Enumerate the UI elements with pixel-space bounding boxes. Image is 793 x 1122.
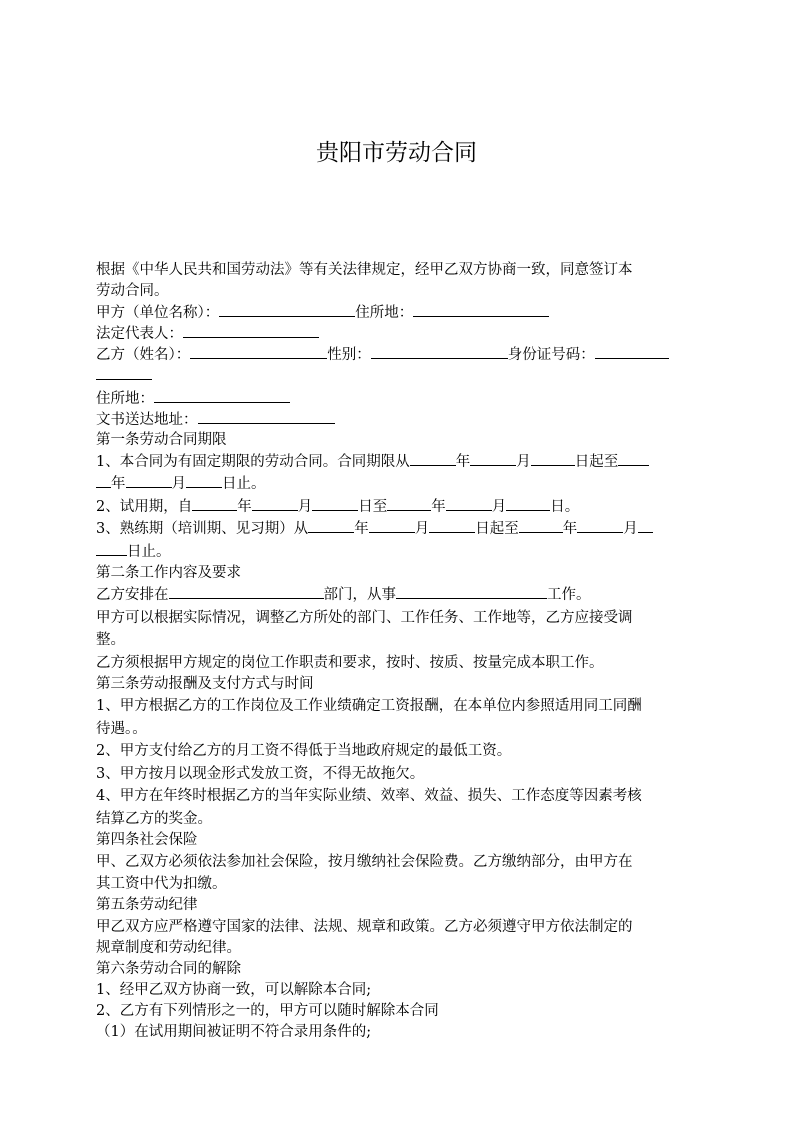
- month-char: 月: [297, 498, 313, 515]
- end-text: 日。: [550, 498, 580, 515]
- article-4-heading: 第四条社会保险: [96, 832, 198, 848]
- article-1-heading: 第一条劳动合同期限: [96, 431, 227, 448]
- article-1-clause-3: [96, 518, 699, 541]
- from-text: 日起至: [574, 453, 619, 470]
- trial-start-month-blank[interactable]: [252, 496, 298, 511]
- year-char: 年: [237, 498, 252, 515]
- month-char: 月: [516, 453, 531, 470]
- party-a-address-blank[interactable]: [413, 302, 549, 317]
- article-4-line-1: 甲、乙双方必须依法参加社会保险，按月缴纳社会保险费。乙方缴纳部分，由甲方在: [96, 854, 633, 870]
- trial-end-month-blank[interactable]: [446, 496, 492, 511]
- article-3-clause-2: 2、甲方支付给乙方的月工资不得低于当地政府规定的最低工资。: [96, 743, 512, 759]
- party-b-name-label: 乙方（姓名）：: [96, 347, 191, 363]
- end-year-blank-cont[interactable]: [96, 473, 111, 488]
- month-char: 月: [171, 476, 186, 492]
- trial-end-year-blank[interactable]: [387, 496, 431, 511]
- party-a-name-label: 甲方（单位名称）：: [96, 305, 220, 321]
- to-text: 日至: [358, 498, 388, 515]
- article-3-clause-1-line-2: 待遇。。: [96, 720, 147, 737]
- train-end-day-blank[interactable]: [638, 518, 653, 533]
- clause-text: 3、熟练期（培训期、见习期）从: [96, 521, 309, 537]
- work-text: 工作。: [547, 587, 591, 603]
- article-1-clause-3-cont: [96, 541, 699, 564]
- arrange-text: 乙方安排在: [96, 587, 169, 603]
- month-char: 月: [491, 498, 507, 515]
- article-5-line-2: 规章制度和劳动纪律。: [96, 940, 241, 956]
- end-day-blank[interactable]: [186, 473, 222, 488]
- article-2-heading: 第二条工作内容及要求: [96, 565, 241, 581]
- article-6-clause-1: 1、经甲乙双方协商一致，可以解除本合同;: [96, 982, 372, 998]
- trial-end-day-blank[interactable]: [506, 496, 550, 511]
- from-text: 日起至: [475, 521, 519, 537]
- party-a-rep-line: [96, 323, 699, 344]
- trial-start-day-blank[interactable]: [312, 496, 358, 511]
- article-5-line-1: 甲乙双方应严格遵守国家的法律、法规、规章和政策。乙方必须遵守甲方依法制定的: [96, 918, 633, 935]
- party-b-address-line: [96, 388, 699, 409]
- party-a-rep-blank[interactable]: [183, 323, 319, 338]
- train-end-month-blank[interactable]: [577, 518, 623, 533]
- train-start-year-blank[interactable]: [308, 518, 354, 533]
- end-text: 日止。: [222, 476, 266, 492]
- article-3-clause-1-line-1: 1、甲方根据乙方的工作岗位及工作业绩确定工资报酬，在本单位内参照适用同工同酬: [96, 698, 642, 714]
- train-end-day-blank-cont[interactable]: [96, 541, 127, 556]
- year-char: 年: [111, 476, 126, 492]
- intro-line-2: 劳动合同。: [96, 283, 169, 299]
- article-3-heading: 第三条劳动报酬及支付方式与时间: [96, 676, 314, 692]
- party-b-id-blank[interactable]: [595, 344, 669, 359]
- party-b-doc-address-line: [96, 409, 699, 430]
- party-a-name-blank[interactable]: [219, 302, 355, 317]
- party-a-rep-label: 法定代表人：: [96, 326, 183, 342]
- year-char: 年: [431, 498, 446, 515]
- article-6-clause-2-item-1: （1）在试用期间被证明不符合录用条件的;: [96, 1024, 372, 1040]
- year-char: 年: [354, 521, 369, 537]
- end-month-blank[interactable]: [126, 473, 172, 488]
- train-end-year-blank[interactable]: [519, 518, 563, 533]
- article-3-clause-3: 3、甲方按月以现金形式发放工资，不得无故拖欠。: [96, 765, 425, 782]
- clause-text: 1、本合同为有固定期限的劳动合同。合同期限从: [96, 453, 410, 470]
- article-3-clause-4-line-1: 4、甲方在年终时根据乙方的当年实际业绩、效率、效益、损失、工作态度等因素考核: [96, 788, 642, 804]
- trial-start-year-blank[interactable]: [192, 496, 237, 511]
- party-b-id-blank-cont[interactable]: [96, 365, 152, 380]
- month-char: 月: [623, 521, 638, 537]
- party-b-gender-label: 性别：: [327, 347, 371, 363]
- article-5-heading: 第五条劳动纪律: [96, 896, 198, 913]
- clause-text: 2、试用期，自: [96, 498, 193, 515]
- contract-body: [96, 260, 699, 1043]
- party-b-address-label: 住所地：: [96, 390, 154, 407]
- party-b-name-blank[interactable]: [190, 344, 327, 359]
- year-char: 年: [562, 521, 578, 537]
- dept-text: 部门，从事: [323, 587, 396, 603]
- party-b-gender-blank[interactable]: [371, 344, 508, 359]
- train-start-month-blank[interactable]: [369, 518, 415, 533]
- article-2-p2-line-2: 整。: [96, 632, 125, 648]
- article-6-heading: 第六条劳动合同的解除: [96, 961, 241, 977]
- article-2-p3: 乙方须根据甲方规定的岗位工作职责和要求，按时、按质、按量完成本职工作。: [96, 654, 604, 671]
- party-b-line: [96, 344, 699, 365]
- party-b-address-blank[interactable]: [154, 388, 290, 403]
- start-month-blank[interactable]: [470, 451, 516, 466]
- year-char: 年: [455, 453, 471, 470]
- start-year-blank[interactable]: [410, 451, 456, 466]
- department-blank[interactable]: [169, 584, 324, 599]
- train-start-day-blank[interactable]: [429, 518, 475, 533]
- article-6-clause-2: 2、乙方有下列情形之一的，甲方可以随时解除本合同: [96, 1003, 439, 1019]
- party-b-id-label: 身份证号码：: [507, 347, 595, 363]
- start-day-blank[interactable]: [531, 451, 575, 466]
- article-2-arrange-line: [96, 584, 699, 607]
- article-1-clause-1: [96, 451, 699, 474]
- party-a-address-label: 住所地：: [355, 305, 414, 321]
- party-b-doc-address-label: 文书送达地址：: [96, 411, 198, 428]
- job-blank[interactable]: [396, 584, 547, 599]
- party-b-doc-address-blank[interactable]: [198, 409, 335, 424]
- article-3-clause-4-line-2: 结算乙方的奖金。: [96, 810, 212, 827]
- article-1-clause-2: [96, 496, 699, 519]
- intro-line-1: 根据《中华人民共和国劳动法》等有关法律规定，经甲乙双方协商一致，同意签订本: [96, 262, 633, 278]
- month-char: 月: [414, 521, 430, 537]
- article-4-line-2: 其工资中代为扣缴。: [96, 875, 227, 892]
- end-year-blank[interactable]: [618, 451, 649, 466]
- party-b-id-cont-line: [96, 365, 699, 388]
- article-2-p2-line-1: 甲方可以根据实际情况，调整乙方所处的部门、工作任务、工作地等，乙方应接受调: [96, 609, 633, 626]
- page-title: 贵阳市劳动合同: [316, 140, 477, 166]
- party-a-line: [96, 302, 699, 323]
- article-1-clause-1-cont: [96, 473, 699, 496]
- end-text: 日止。: [127, 543, 171, 560]
